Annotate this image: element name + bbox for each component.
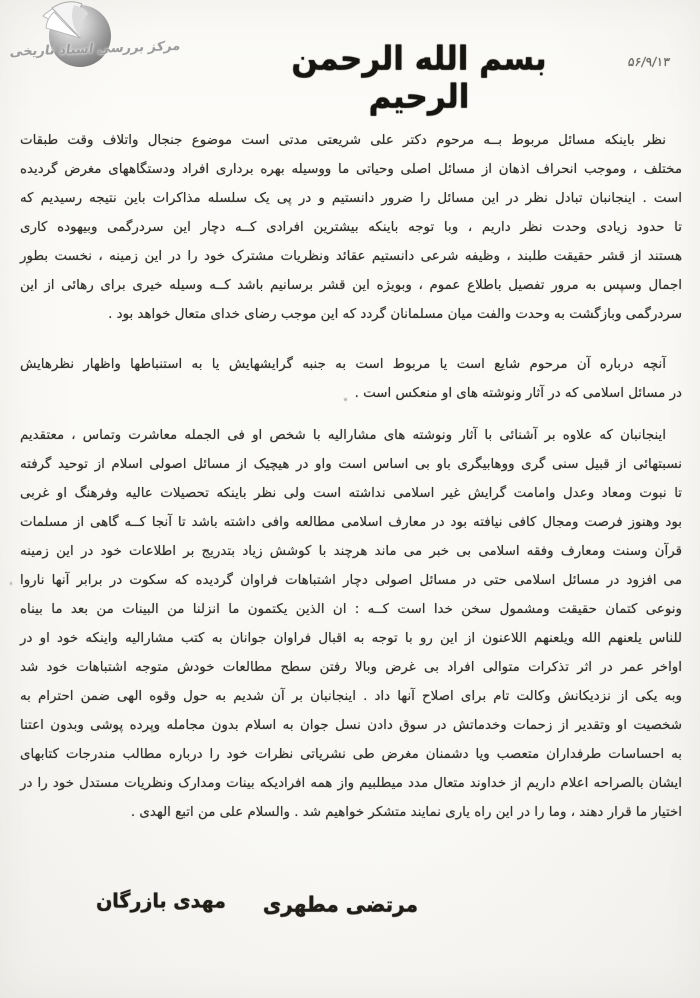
text-line: آنچه درباره آن مرحوم شایع است یا مربوط است به جنبه گرایشهایش یا به استنباطها واظهار نظرهایش [20, 357, 666, 372]
text-line: تا نبوت ومعاد وعدل وامامت گرایش غیر اسلامی نداشته است ولی نظر باینکه تحصیلات عالیه وفرهنگ او غربی [20, 486, 682, 501]
letter-body [20, 126, 682, 827]
text-line: تا حدود زیادی وحدت نظر داریم ، وبا توجه باینکه بیشترین افرادی کــه دچار این سردرگمی وبیهوده کاری [20, 220, 682, 235]
text-line: ایشان بالصراحه اعلام داریم از خداوند متعال مدد میطلبیم واز همه افرادیکه بینات ومدارک ونظریات مستدل خود را در [20, 776, 682, 791]
archive-center-name: مرکز بررسی اسناد تاریخی [8, 38, 182, 60]
bismillah-heading: بسم الله الرحمن الرحیم [291, 39, 547, 117]
text-line: نظر باینکه مسائل مربوط بــه مرحوم دکتر علی شریعتی مدتی است موضوع جنجال واتلاف وقت طبقات [20, 133, 666, 148]
text-line: بود وهنوز فرصت ومجال کافی نیافته بود در معارف اسلامی مطالعه وافی داشته باشد تا آنجا کــه گاهی از مسلمات [20, 515, 682, 530]
scan-speck [10, 582, 12, 585]
text-line: ونوعی کتمان حقیقت ومشمول سخن خدا است کــه : ان الذین یکتمون ما انزلنا من البینات من بعد ما بیناه [20, 602, 682, 617]
paragraph [20, 126, 682, 329]
paragraph [20, 350, 682, 408]
document-date: ۵۶/۹/۱۳ [627, 54, 671, 69]
text-line: است . اینجانبان تبادل نظر در این مسائل را ضرور دانستیم و در پی یک سلسله مذاکرات باین نتیجه رسیدیم که [20, 191, 682, 206]
text-line: اجمال وسپس به مرور تفصیل باطلاع عموم ، وبویژه این قشر برسانیم باشد کــه وسیله خیری برای رهائی از این [20, 278, 682, 293]
text-line: سردرگمی وبازگشت به وحدت والفت میان مسلمانان گردد که این موجب رضای خدای متعال خواهد بود . [108, 307, 682, 322]
text-line: للناس یلعنهم الله ویلعنهم اللاعنون از این رو با توجه به اقبال فراوان جوانان به کتب مشارالیه واینکه خود او در [20, 631, 682, 646]
text-line: در مسائل اسلامی که در آثار ونوشته های او منعکس است . [354, 386, 682, 401]
scan-speck [26, 264, 28, 266]
text-line: اینجانبان که علاوه بر آشنائی با آثار ونوشته های مشارالیه با شخص او فی الجمله معاشرت وتماس ، معتقدیم [20, 428, 666, 443]
text-line: می افزود در مسائل اسلامی حتی در مسائل اصولی دچار اشتباهات فراوان گردیده که سکوت در برابر آنها ناروا [20, 573, 682, 588]
text-line: اختیار ما قرار دهند ، وما را در این راه یاری نمایند متشکر خواهیم شد . والسلام علی من اتبع الهدی . [130, 805, 682, 820]
archive-center-logo [8, 0, 182, 86]
paragraph [20, 421, 682, 827]
scan-speck [344, 398, 347, 401]
text-line: به احساسات طرفداران متعصب ویا دشمنان مغرض طی نشریاتی نظرات خود را درباره مطالب مندرجات کتابهای [20, 747, 682, 762]
signature-motahhari: مرتضی مطهری [262, 891, 418, 917]
text-line: وبه یکی از نزدیکانش وکالت تام برای اصلاح آنها داد . اینجانبان بر آن شدیم به حول وقوه الهی ضمن احترام به [20, 689, 682, 704]
text-line: قرآن وسنت ومعارف وفقه اسلامی بی خبر می ماند هرچند با کوشش زیاد بتدریج بر اطلاعات خود در این زمینه [20, 544, 682, 559]
text-line: شخصیت او وتقدیر از زحمات وخدماتش در سوق دادن نسل جوان به اسلام بدون مجامله وپرده پوشی وبدون اعتنا [20, 718, 682, 733]
text-line: اواخر عمر در اثر تذکرات متوالی افراد بی غرض وبالا رفتن سطح مطالعات خودش متوجه اشتباهات خود شد [20, 660, 682, 675]
signature-bazargan: مهدی بازرگان [96, 889, 226, 913]
text-line: نسبتهائی از قبیل سنی گری ووهابیگری باو بی اساس است واو در هیچیک از مسائل اصولی اسلام از توحید گرفته [20, 457, 682, 472]
text-line: مختلف ، وموجب انحراف اذهان از مسائل اصلی وحیاتی ما ووسیله بهره برداری افراد ودستگاههای مغرض گردیده [20, 162, 682, 177]
text-line: هستند از قشر حقیقت طلبند ، وظیفه شرعی دانستیم عقائد ونظریات مشترک خود را در این زمینه ، نخست بطور [20, 249, 682, 264]
